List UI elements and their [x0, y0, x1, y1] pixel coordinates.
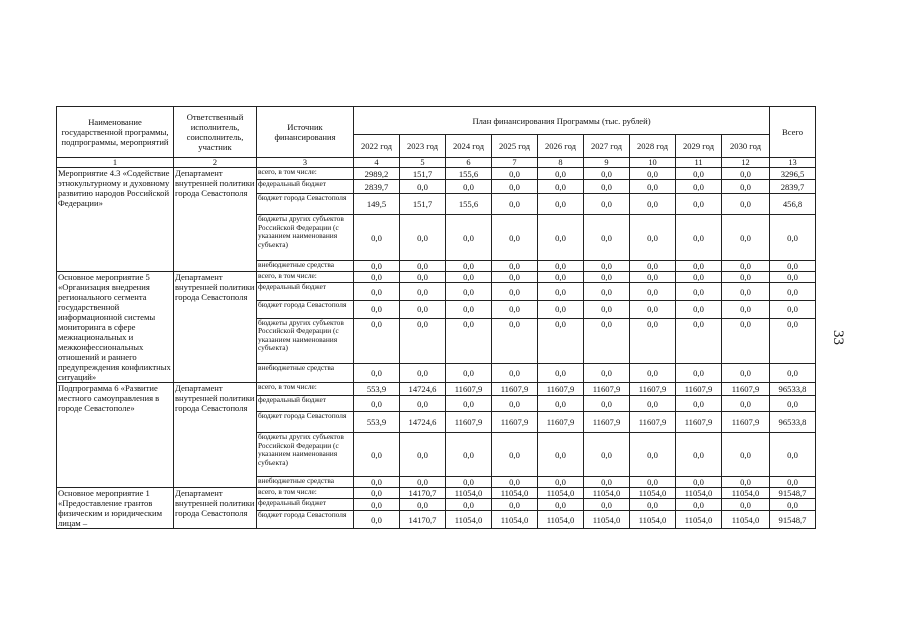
column-number: 6 — [446, 158, 492, 168]
amount-cell: 0,0 — [584, 364, 630, 383]
amount-cell: 14724,6 — [400, 412, 446, 433]
amount-cell: 0,0 — [676, 283, 722, 301]
amount-cell: 0,0 — [446, 396, 492, 412]
amount-cell: 11607,9 — [722, 383, 770, 396]
year-header: 2026 год — [538, 135, 584, 158]
amount-cell: 0,0 — [584, 477, 630, 488]
amount-cell: 0,0 — [538, 301, 584, 319]
amount-cell: 0,0 — [584, 194, 630, 215]
amount-cell: 11054,0 — [538, 511, 584, 529]
amount-cell: 0,0 — [676, 301, 722, 319]
amount-cell: 0,0 — [354, 396, 400, 412]
amount-cell: 11607,9 — [492, 412, 538, 433]
amount-cell: 151,7 — [400, 194, 446, 215]
amount-cell: 0,0 — [400, 396, 446, 412]
header-total: Всего — [770, 107, 816, 158]
amount-cell: 0,0 — [676, 477, 722, 488]
amount-cell: 0,0 — [676, 433, 722, 477]
amount-cell: 0,0 — [676, 194, 722, 215]
amount-cell: 0,0 — [722, 283, 770, 301]
column-number: 5 — [400, 158, 446, 168]
amount-cell: 11607,9 — [492, 383, 538, 396]
amount-cell: 0,0 — [722, 396, 770, 412]
amount-cell: 11607,9 — [676, 383, 722, 396]
amount-cell: 0,0 — [492, 180, 538, 194]
amount-cell: 0,0 — [676, 396, 722, 412]
amount-cell: 0,0 — [354, 215, 400, 261]
amount-cell: 0,0 — [630, 396, 676, 412]
amount-cell: 2839,7 — [354, 180, 400, 194]
funding-source: всего, в том числе: — [257, 272, 354, 283]
year-header: 2029 год — [676, 135, 722, 158]
amount-cell: 0,0 — [400, 283, 446, 301]
total-cell: 456,8 — [770, 194, 816, 215]
amount-cell: 0,0 — [538, 499, 584, 511]
amount-cell: 11054,0 — [722, 488, 770, 499]
amount-cell: 0,0 — [538, 215, 584, 261]
total-cell: 0,0 — [770, 396, 816, 412]
column-number: 8 — [538, 158, 584, 168]
amount-cell: 0,0 — [630, 180, 676, 194]
amount-cell: 0,0 — [676, 215, 722, 261]
amount-cell: 0,0 — [492, 168, 538, 180]
amount-cell: 0,0 — [630, 168, 676, 180]
amount-cell: 0,0 — [584, 261, 630, 272]
total-cell: 96533,8 — [770, 383, 816, 396]
year-header: 2022 год — [354, 135, 400, 158]
amount-cell: 0,0 — [492, 283, 538, 301]
amount-cell: 0,0 — [676, 180, 722, 194]
amount-cell: 0,0 — [538, 168, 584, 180]
amount-cell: 0,0 — [492, 364, 538, 383]
amount-cell: 149,5 — [354, 194, 400, 215]
column-number: 2 — [174, 158, 257, 168]
amount-cell: 0,0 — [538, 283, 584, 301]
amount-cell: 11054,0 — [492, 488, 538, 499]
funding-source: бюджеты других субъектов Российской Федерации (с указанием наименования субъекта) — [257, 318, 354, 364]
amount-cell: 0,0 — [722, 499, 770, 511]
amount-cell: 11607,9 — [584, 412, 630, 433]
amount-cell: 0,0 — [538, 477, 584, 488]
column-number: 10 — [630, 158, 676, 168]
funding-source: внебюджетные средства — [257, 477, 354, 488]
amount-cell: 0,0 — [584, 433, 630, 477]
column-number: 13 — [770, 158, 816, 168]
amount-cell: 11054,0 — [446, 488, 492, 499]
funding-source: федеральный бюджет — [257, 180, 354, 194]
amount-cell: 11054,0 — [446, 511, 492, 529]
amount-cell: 0,0 — [400, 261, 446, 272]
amount-cell: 553,9 — [354, 412, 400, 433]
amount-cell: 0,0 — [492, 499, 538, 511]
amount-cell: 0,0 — [492, 272, 538, 283]
amount-cell: 0,0 — [400, 215, 446, 261]
amount-cell: 0,0 — [630, 318, 676, 364]
amount-cell: 553,9 — [354, 383, 400, 396]
amount-cell: 0,0 — [722, 194, 770, 215]
amount-cell: 11054,0 — [630, 488, 676, 499]
amount-cell: 11607,9 — [446, 383, 492, 396]
amount-cell: 0,0 — [584, 396, 630, 412]
event-name: Подпрограмма 6 «Развитие местного самоуправления в городе Севастополе» — [57, 383, 174, 488]
amount-cell: 14170,7 — [400, 488, 446, 499]
amount-cell: 155,6 — [446, 194, 492, 215]
amount-cell: 0,0 — [538, 180, 584, 194]
amount-cell: 0,0 — [446, 261, 492, 272]
amount-cell: 11054,0 — [584, 511, 630, 529]
amount-cell: 0,0 — [630, 194, 676, 215]
total-cell: 0,0 — [770, 272, 816, 283]
amount-cell: 0,0 — [492, 215, 538, 261]
amount-cell: 0,0 — [446, 433, 492, 477]
column-number: 12 — [722, 158, 770, 168]
column-number: 1 — [57, 158, 174, 168]
funding-source: бюджет города Севастополя — [257, 301, 354, 319]
amount-cell: 0,0 — [722, 168, 770, 180]
amount-cell: 0,0 — [584, 301, 630, 319]
amount-cell: 11607,9 — [676, 412, 722, 433]
amount-cell: 0,0 — [538, 261, 584, 272]
amount-cell: 0,0 — [354, 511, 400, 529]
amount-cell: 0,0 — [354, 477, 400, 488]
amount-cell: 11054,0 — [676, 511, 722, 529]
amount-cell: 11607,9 — [630, 383, 676, 396]
amount-cell: 0,0 — [676, 272, 722, 283]
year-header: 2027 год — [584, 135, 630, 158]
funding-source: федеральный бюджет — [257, 283, 354, 301]
amount-cell: 0,0 — [584, 168, 630, 180]
page-number: 33 — [830, 330, 846, 345]
amount-cell: 0,0 — [400, 477, 446, 488]
amount-cell: 0,0 — [630, 283, 676, 301]
amount-cell: 0,0 — [722, 301, 770, 319]
amount-cell: 0,0 — [584, 215, 630, 261]
year-header: 2030 год — [722, 135, 770, 158]
amount-cell: 0,0 — [492, 396, 538, 412]
column-number: 7 — [492, 158, 538, 168]
amount-cell: 0,0 — [722, 318, 770, 364]
amount-cell: 0,0 — [676, 364, 722, 383]
amount-cell: 0,0 — [400, 301, 446, 319]
amount-cell: 0,0 — [446, 499, 492, 511]
amount-cell: 151,7 — [400, 168, 446, 180]
amount-cell: 2989,2 — [354, 168, 400, 180]
amount-cell: 11054,0 — [630, 511, 676, 529]
total-cell: 0,0 — [770, 301, 816, 319]
header-executor: Ответственный исполнитель, соисполнитель, участник — [174, 107, 257, 158]
amount-cell: 11054,0 — [722, 511, 770, 529]
amount-cell: 0,0 — [630, 301, 676, 319]
amount-cell: 0,0 — [630, 499, 676, 511]
amount-cell: 0,0 — [630, 272, 676, 283]
amount-cell: 0,0 — [538, 364, 584, 383]
year-header: 2028 год — [630, 135, 676, 158]
amount-cell: 0,0 — [492, 301, 538, 319]
amount-cell: 0,0 — [492, 477, 538, 488]
amount-cell: 0,0 — [676, 318, 722, 364]
amount-cell: 0,0 — [676, 261, 722, 272]
amount-cell: 0,0 — [584, 499, 630, 511]
table-row — [57, 168, 816, 180]
amount-cell: 0,0 — [722, 215, 770, 261]
amount-cell: 0,0 — [354, 301, 400, 319]
amount-cell: 0,0 — [354, 433, 400, 477]
amount-cell: 0,0 — [446, 283, 492, 301]
amount-cell: 0,0 — [354, 261, 400, 272]
amount-cell: 0,0 — [354, 318, 400, 364]
funding-source: бюджет города Севастополя — [257, 511, 354, 529]
amount-cell: 0,0 — [400, 180, 446, 194]
event-executor: Департамент внутренней политики города Севастополя — [174, 168, 257, 272]
amount-cell: 0,0 — [584, 318, 630, 364]
amount-cell: 0,0 — [354, 488, 400, 499]
amount-cell: 0,0 — [722, 477, 770, 488]
amount-cell: 0,0 — [630, 433, 676, 477]
amount-cell: 0,0 — [630, 477, 676, 488]
total-cell: 0,0 — [770, 477, 816, 488]
total-cell: 0,0 — [770, 215, 816, 261]
amount-cell: 0,0 — [400, 433, 446, 477]
amount-cell: 0,0 — [630, 215, 676, 261]
funding-source: федеральный бюджет — [257, 396, 354, 412]
year-header: 2023 год — [400, 135, 446, 158]
header-source: Источник финансирования — [257, 107, 354, 158]
amount-cell: 0,0 — [722, 433, 770, 477]
amount-cell: 11607,9 — [446, 412, 492, 433]
amount-cell: 0,0 — [400, 272, 446, 283]
total-cell: 91548,7 — [770, 511, 816, 529]
amount-cell: 0,0 — [584, 272, 630, 283]
funding-source: бюджеты других субъектов Российской Федерации (с указанием наименования субъекта) — [257, 433, 354, 477]
funding-source: бюджеты других субъектов Российской Федерации (с указанием наименования субъекта) — [257, 215, 354, 261]
amount-cell: 0,0 — [630, 364, 676, 383]
total-cell: 2839,7 — [770, 180, 816, 194]
table-row — [57, 488, 816, 499]
column-number: 9 — [584, 158, 630, 168]
total-cell: 91548,7 — [770, 488, 816, 499]
total-cell: 96533,8 — [770, 412, 816, 433]
amount-cell: 0,0 — [354, 364, 400, 383]
funding-source: всего, в том числе: — [257, 383, 354, 396]
column-number: 3 — [257, 158, 354, 168]
amount-cell: 0,0 — [400, 364, 446, 383]
amount-cell: 0,0 — [446, 215, 492, 261]
amount-cell: 0,0 — [630, 261, 676, 272]
year-header: 2025 год — [492, 135, 538, 158]
amount-cell: 11054,0 — [676, 488, 722, 499]
column-number: 11 — [676, 158, 722, 168]
amount-cell: 0,0 — [722, 272, 770, 283]
amount-cell: 11054,0 — [492, 511, 538, 529]
amount-cell: 0,0 — [584, 283, 630, 301]
amount-cell: 0,0 — [354, 272, 400, 283]
event-executor: Департамент внутренней политики города Севастополя — [174, 272, 257, 383]
total-cell: 0,0 — [770, 364, 816, 383]
amount-cell: 14170,7 — [400, 511, 446, 529]
amount-cell: 11607,9 — [722, 412, 770, 433]
funding-source: федеральный бюджет — [257, 499, 354, 511]
total-cell: 0,0 — [770, 261, 816, 272]
table-body — [57, 168, 816, 529]
header-name: Наименование государственной программы, подпрограммы, мероприятий — [57, 107, 174, 158]
total-cell: 3296,5 — [770, 168, 816, 180]
amount-cell: 0,0 — [446, 477, 492, 488]
amount-cell: 11607,9 — [538, 412, 584, 433]
amount-cell: 0,0 — [538, 433, 584, 477]
amount-cell: 0,0 — [446, 301, 492, 319]
event-executor: Департамент внутренней политики города Севастополя — [174, 488, 257, 529]
year-header: 2024 год — [446, 135, 492, 158]
table-row — [57, 383, 816, 396]
amount-cell: 0,0 — [400, 499, 446, 511]
total-cell: 0,0 — [770, 283, 816, 301]
amount-cell: 0,0 — [446, 364, 492, 383]
funding-source: всего, в том числе: — [257, 488, 354, 499]
amount-cell: 0,0 — [400, 318, 446, 364]
event-name: Основное мероприятие 5 «Организация внедрения регионального сегмента государственной информационной системы мониторинга в сфере межнациональных и межконфессиональных отношений и раннего предупреждения конфликтных ситуаций» — [57, 272, 174, 383]
table-row — [57, 272, 816, 283]
amount-cell: 0,0 — [492, 433, 538, 477]
amount-cell: 0,0 — [538, 194, 584, 215]
amount-cell: 0,0 — [492, 194, 538, 215]
amount-cell: 0,0 — [492, 318, 538, 364]
funding-source: всего, в том числе: — [257, 168, 354, 180]
amount-cell: 11054,0 — [584, 488, 630, 499]
amount-cell: 11607,9 — [630, 412, 676, 433]
amount-cell: 0,0 — [354, 499, 400, 511]
amount-cell: 0,0 — [354, 283, 400, 301]
amount-cell: 0,0 — [676, 499, 722, 511]
funding-source: внебюджетные средства — [257, 261, 354, 272]
total-cell: 0,0 — [770, 433, 816, 477]
amount-cell: 0,0 — [676, 168, 722, 180]
total-cell: 0,0 — [770, 499, 816, 511]
funding-source: бюджет города Севастополя — [257, 194, 354, 215]
event-name: Основное мероприятие 1 «Предоставление грантов физическим и юридическим лицам – — [57, 488, 174, 529]
total-cell: 0,0 — [770, 318, 816, 364]
header-plan: План финансирования Программы (тыс. рублей) — [354, 107, 770, 135]
funding-source: внебюджетные средства — [257, 364, 354, 383]
amount-cell: 11607,9 — [584, 383, 630, 396]
column-number-row — [57, 158, 816, 168]
amount-cell: 0,0 — [446, 318, 492, 364]
amount-cell: 0,0 — [538, 396, 584, 412]
amount-cell: 0,0 — [722, 180, 770, 194]
amount-cell: 0,0 — [446, 180, 492, 194]
amount-cell: 11607,9 — [538, 383, 584, 396]
amount-cell: 14724,6 — [400, 383, 446, 396]
amount-cell: 0,0 — [492, 261, 538, 272]
amount-cell: 0,0 — [722, 261, 770, 272]
amount-cell: 155,6 — [446, 168, 492, 180]
amount-cell: 0,0 — [538, 272, 584, 283]
amount-cell: 0,0 — [722, 364, 770, 383]
amount-cell: 0,0 — [446, 272, 492, 283]
column-number: 4 — [354, 158, 400, 168]
event-executor: Департамент внутренней политики города Севастополя — [174, 383, 257, 488]
financing-table — [56, 106, 816, 529]
amount-cell: 11054,0 — [538, 488, 584, 499]
amount-cell: 0,0 — [584, 180, 630, 194]
event-name: Мероприятие 4.3 «Содействие этнокультурному и духовному развитию народов Российской Федерации» — [57, 168, 174, 272]
amount-cell: 0,0 — [538, 318, 584, 364]
funding-source: бюджет города Севастополя — [257, 412, 354, 433]
